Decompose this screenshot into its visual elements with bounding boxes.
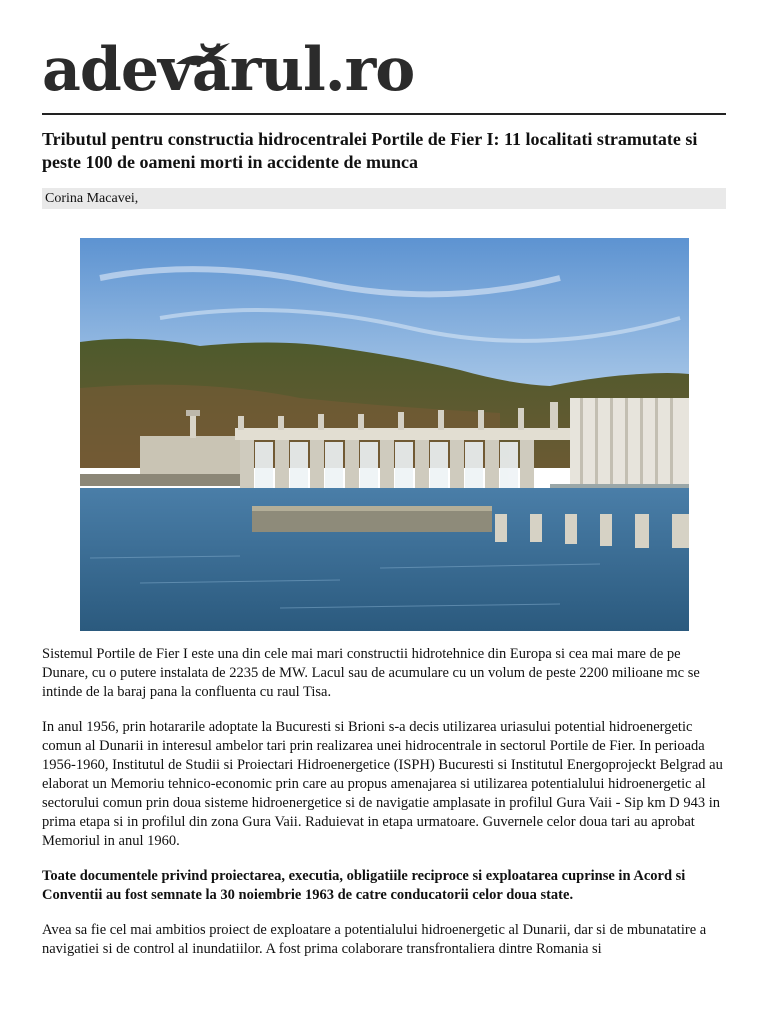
- author-name: Corina Macavei,: [45, 191, 139, 206]
- article-paragraph: In anul 1956, prin hotararile adoptate la Bucuresti si Brioni s-a decis utilizarea uriasului potential hidroenergetic comun al Dunarii in interesul ambelor tari prin realizarea unei hidrocentrale in sectorul Portile de Fier. In perioada 1956-1960, Institutul de Studii si Proiectari Hidroenergetice (ISPH) Bucuresti si Institutul Energoprojeckt Belgrad au elaborat un Memoriu tehnico-economic prin care au propus amenajarea si utilizarea potentialului hidroenergetic al sectorului comun prin doua sisteme hidroenergetice si de navigatie amplasate in profilul Gura Vaii - Sip km D 943 in prima etapa si in profilul din zona Gura Vaii. Raduievat in etapa urmatoare. Guvernele celor doua tari au aprobat Memoriul in anul 1960.: [42, 719, 723, 849]
- article-paragraph: Sistemul Portile de Fier I este una din cele mai mari constructii hidrotehnice din Europa si cea mai mare de pe Dunare, cu o putere instalata de 2235 de MW. Lacul sau de acumulare cu un volum de peste 2200 milioane mc se intinde de la baraj pana la confluenta cu raul Tisa.: [42, 646, 700, 700]
- article-paragraph-bold: Toate documentele privind proiectarea, executia, obligatiile reciproce si exploatarea cuprinse in Acord si Conventii au fost semnate la 30 noiembrie 1963 de catre conducatorii celor doua state.: [42, 868, 686, 903]
- article-title: Tributul pentru constructia hidrocentralei Portile de Fier I: 11 localitati stramutate si peste 100 de oameni morti in accidente de munca: [42, 129, 698, 172]
- byline-bar: [42, 188, 726, 209]
- dam-photo: [80, 238, 689, 631]
- article-body: [42, 645, 726, 975]
- bird-logo-icon: [174, 42, 234, 68]
- masthead-divider: [42, 113, 726, 115]
- article-paragraph: Avea sa fie cel mai ambitios proiect de exploatare a potentialului hidroenergetic al Dunarii, dar si de mbunatatire a navigatiei si de control al inundatiilor. A fost prima colaborare transfrontaliera dintre Romania si: [42, 922, 707, 957]
- site-logo[interactable]: adevărul.ro: [42, 35, 415, 105]
- article-page: [42, 0, 726, 957]
- masthead: [42, 0, 726, 112]
